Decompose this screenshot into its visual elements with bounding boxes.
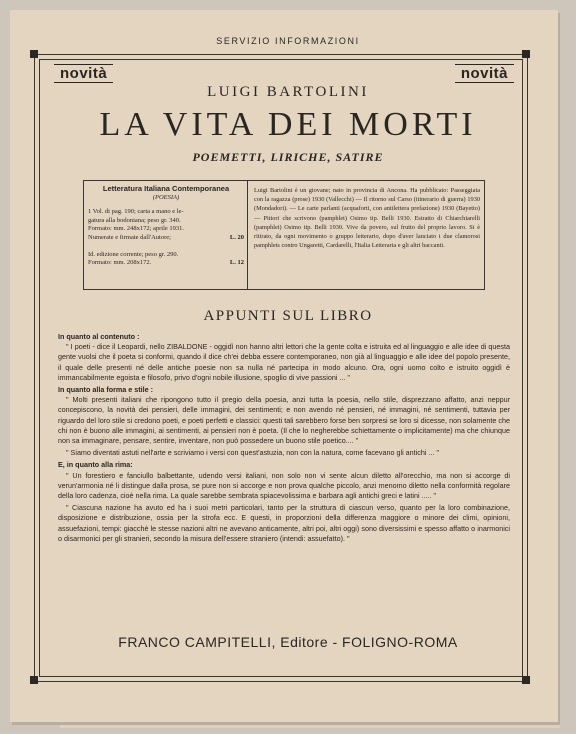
book-subtitle: POEMETTI, LIRICHE, SATIRE: [192, 150, 384, 164]
edition-line: gatura alla bodoniana; peso gr. 340.: [88, 216, 181, 224]
info-box: [83, 180, 485, 290]
frame-corner-ornament: [30, 50, 38, 58]
edition-details: [88, 185, 244, 268]
notes-body: [58, 330, 510, 546]
section-heading: In quanto al contenuto :: [58, 332, 140, 341]
book-title: LA VITA DEI MORTI: [99, 106, 477, 143]
section-heading: E, in quanto alla rima:: [58, 460, 133, 470]
edition-price: L. 20: [229, 233, 244, 241]
quote-paragraph: " Molti presenti italiani che ripongono tutto il pregio della poesia, anzi tutta la poesia, nello stile, disprezzano affatto, anzi neppur concepiscono, la novità dei pensieri, delle immagini, dei sentimenti; e non avendo né pensieri, né immagini, né sentimenti, tuttavia per riguardo del loro stile si credono poeti, e poeti perfetti e classici: questi tali sarebbero forse ben sorpresi se loro si dicesse, non solamente che chi non è buono alle immagini, ai sentimenti, ai pensieri non è poeta. (Il che lo negherebbe schiettamente o implicitamente) ma che chiunque non sa immaginare, pensare, sentire, inventare, non può possedere un buono stile poetico.... ": [58, 395, 510, 446]
service-header: SERVIZIO INFORMAZIONI: [216, 36, 360, 46]
edition-price-row: [88, 234, 244, 243]
frame-corner-ornament: [30, 676, 38, 684]
publisher-line: FRANCO CAMPITELLI, Editore - FOLIGNO-ROMA: [118, 634, 458, 650]
section-heading: In quanto alla forma e stile :: [58, 385, 154, 395]
quote-paragraph: " Ciascuna nazione ha avuto ed ha i suoi metri particolari, tanto per la struttura di ciascun verso, quanto per la loro combinazione, disposizione e distribuzione, ossia per la strofa ecc. E questi, in proporzioni della differenza maggiore o minore dei climi, opinioni, assuefazioni, tempi: giacchè le stesse nazioni altri ne avevano anticamente, altri poi, altri oggi) sono diversissimi e spesso affatto o inarmonici o disarmonici per gli stranieri, secondo la misura dell'essere straniero (intendi: assuefatto). ": [58, 503, 510, 543]
author-biography: Luigi Bartolini è un giovane; nato in provincia di Ancona. Ha pubblicato: Passeggiata con la ragazza (prose) 1930 (Vallecchi) — Il ritorno sul Carso (itinerario di guerra) 1930 (Mondadori). — Le carte parlanti (acquaforti, con antilettera prefazione) 1930 (Bayetto) — Pittori che scrivono (pamphlet) Osimo tip. Belli 1930. Estratto di Chiarchiarelli (pamphlet) Osimo tip. Belli 1930. Vive da povero, sul frutto del proprio lavoro. Si è ritirato, da ogni movimento o gruppo letterario, dopo d'aver lanciato i due clamorosi pamphlets contro Ungaretti, Cardarelli, l'Italia Letteraria e gli altri baccanti.: [254, 187, 480, 250]
edition-line: Id. edizione corrente; peso gr. 290.: [88, 250, 179, 258]
frame-corner-ornament: [522, 50, 530, 58]
edition-price-row: [88, 259, 244, 268]
novita-label-left: novità: [54, 64, 113, 83]
novita-label-right: novità: [455, 64, 514, 83]
frame-corner-ornament: [522, 676, 530, 684]
notes-heading: APPUNTI SUL LIBRO: [203, 308, 373, 324]
edition-line: Numerate e firmate dall'Autore;: [88, 233, 171, 241]
edition-line: Formato: mm. 248x172; aprile 1931.: [88, 225, 185, 233]
quote-paragraph: " Un forestiero e fanciullo balbettante, udendo versi italiani, non solo non vi sente alcun diletto all'orecchio, ma non si accorge di verun'armonia né li distingue dalla prosa, se pure non si accorge e non prova qualche piccolo, anzi menomo diletto nella conformità regolare della loro cadenza, cioè nella rima. La quale sarebbe sembrata spiacevolissima e barbara agli antichi greci e latini ..... ": [58, 470, 510, 501]
quote-paragraph: " I poeti - dice il Leopardi, nello ZIBALDONE - oggidì non hanno altri lettori che la gente colta e istruita ed al linguaggio e alle idee di questa gente vuolsi che il poeta si conformi, quando il dice ch'ei debba essere contemporaneo, non già al linguaggio e alle idee del popolo presente, il quale delle presenti né delle antiche poesie non sa nulla né partecipa in modo alcuno. Ora, ogni uomo colto e istruito oggidì è immancabilmente egoista e filosofo, privo d'ogni nobile illusione, spoglio di vive passioni ... ": [58, 342, 510, 382]
edition-line: Formato: mm. 208x172.: [88, 259, 152, 267]
collection-name: Letteratura Italiana Contemporanea: [102, 184, 230, 193]
quote-paragraph: " Siamo diventati astuti nell'arte e scriviamo i versi con quest'astuzia, non con la natura, come facevano gli antichi ... ": [66, 448, 439, 458]
edition-line: 1 Vol. di pag. 190; carta a mano e le-: [88, 208, 184, 216]
edition-price: L. 12: [229, 259, 244, 267]
info-box-divider: [247, 181, 248, 289]
collection-genre: (POESIA): [152, 193, 180, 201]
author-name: LUIGI BARTOLINI: [207, 84, 369, 100]
